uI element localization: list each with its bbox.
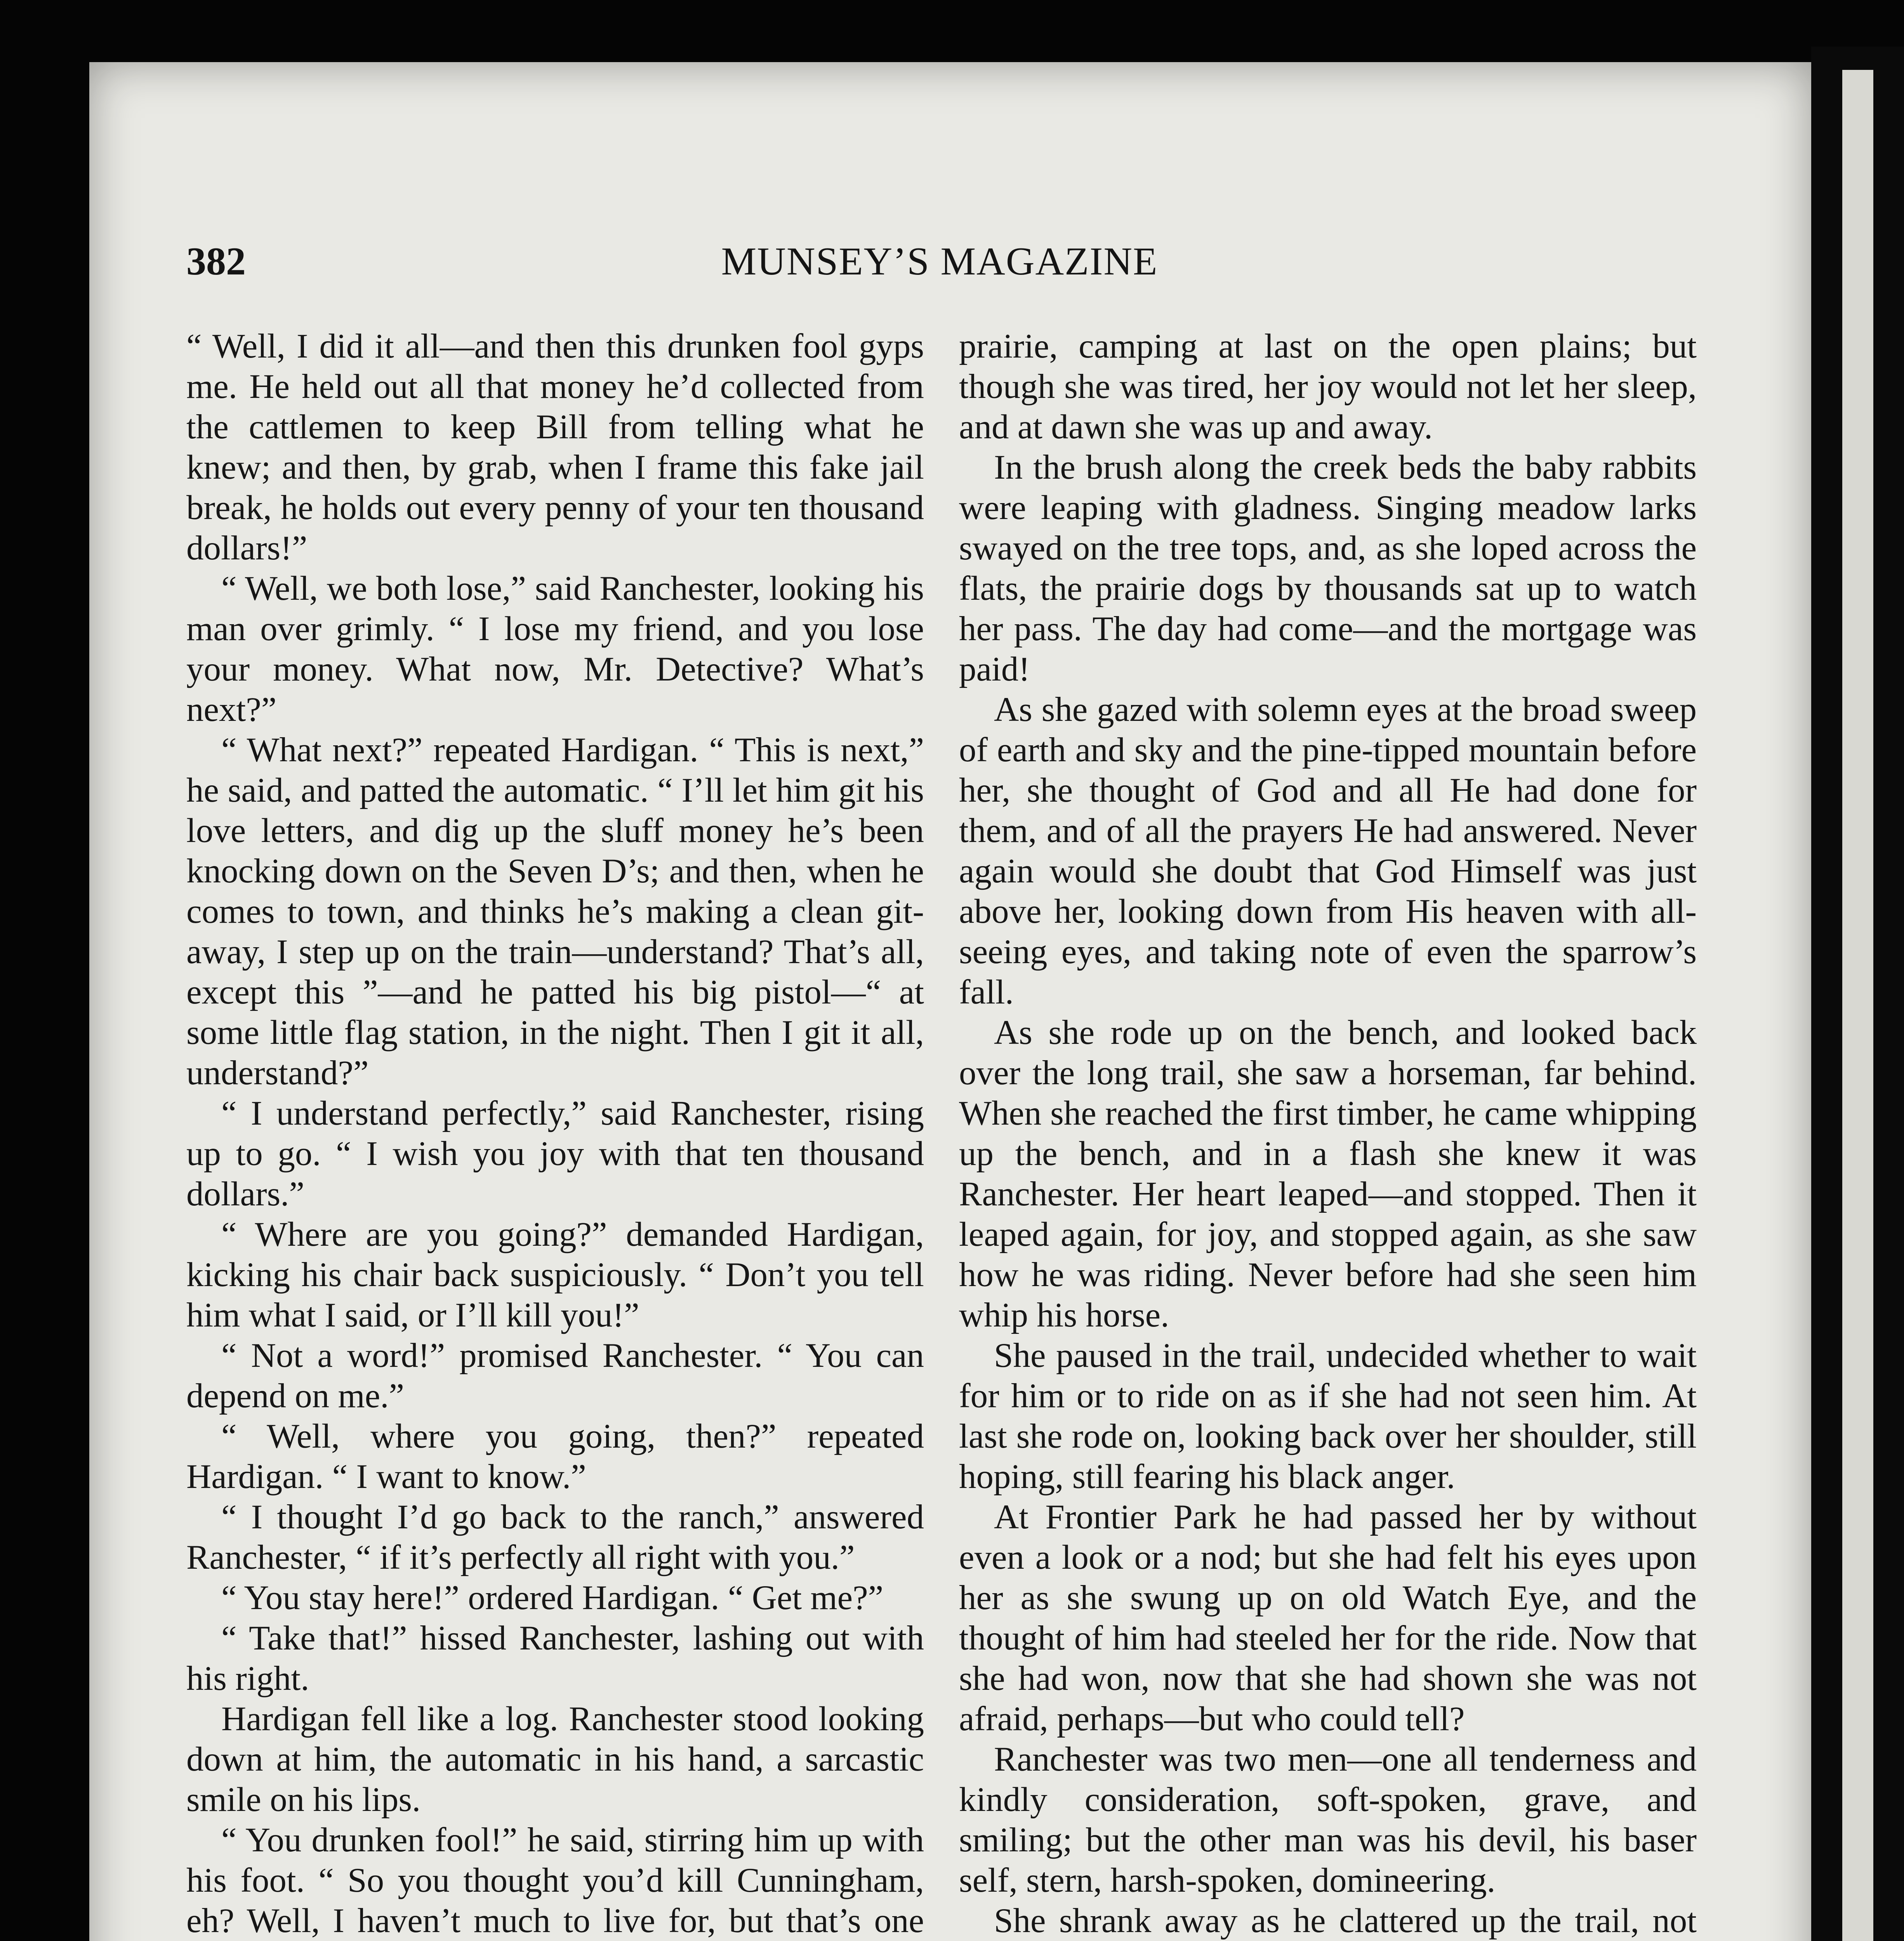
paragraph: “ Well, I did it all—and then this drunken fool gyps me. He held out all that money he’d collected from the cattlemen to keep Bill from telling what he knew; and then, by grab, when I frame this fake jail break, he holds out every penny of your ten thousand dollars!” [186, 327, 924, 567]
paragraph: “ Well, we both lose,” said Ranchester, looking his man over grimly. “ I lose my friend, and you lose your money. What now, Mr. Detective? What’s next?” [186, 569, 924, 729]
paragraph: “ I thought I’d go back to the ranch,” answered Ranchester, “ if it’s perfectly all right with you.” [186, 1498, 924, 1576]
paragraph: In the brush along the creek beds the baby rabbits were leaping with gladness. Singing meadow larks swayed on the tree tops, and, as she loped across the flats, the prairie dogs by thousands sat up to watch her pass. The day had come—and the mortgage was paid! [959, 448, 1697, 688]
paragraph: “ You stay here!” ordered Hardigan. “ Get me?” [221, 1579, 884, 1617]
paragraph: As she gazed with solemn eyes at the broad sweep of earth and sky and the pine-tipped mountain before her, she thought of God and all He had done for them, and of all the prayers He had answered. Never again would she doubt that God Himself was just above her, looking down from His heaven with all-seeing eyes, and taking note of even the sparrow’s fall. [959, 691, 1697, 1011]
left-text-column [186, 326, 924, 1941]
paragraph: At Frontier Park he had passed her by without even a look or a nod; but she had felt his eyes upon her as she swung up on old Watch Eye, and the thought of him had steeled her for the ride. Now that she had won, now that she had shown she was not afraid, perhaps—but who could tell? [959, 1498, 1697, 1738]
paragraph: “ Well, where you going, then?” repeated Hardigan. “ I want to know.” [186, 1417, 924, 1496]
paragraph: As she rode up on the bench, and looked back over the long trail, she saw a horseman, far behind. When she reached the first timber, he came whipping up the bench, and in a flash she knew it was Ranchester. Her heart leaped—and stopped. Then it leaped again, for joy, and stopped again, as she saw how he was riding. Never before had she seen him whip his horse. [959, 1014, 1697, 1334]
paragraph: “ Not a word!” promised Ranchester. “ You can depend on me.” [186, 1337, 924, 1415]
paragraph: She paused in the trail, undecided whether to wait for him or to ride on as if she had not seen him. At last she rode on, looking back over her shoulder, still hoping, still fearing his black anger. [959, 1337, 1697, 1496]
running-head [186, 239, 1693, 285]
magazine-title: MUNSEY’S MAGAZINE [721, 240, 1158, 283]
paragraph: “ I understand perfectly,” said Ranchester, rising up to go. “ I wish you joy with that ten thousand dollars.” [186, 1094, 924, 1213]
paragraph: prairie, camping at last on the open plains; but though she was tired, her joy would not let her sleep, and at dawn she was up and away. [959, 327, 1697, 446]
paragraph: She shrank away as he clattered up the trail, not [994, 1902, 1697, 1940]
paragraph: Hardigan fell like a log. Ranchester stood looking down at him, the automatic in his hand, a sarcastic smile on his lips. [186, 1700, 924, 1819]
page-number: 382 [186, 240, 246, 283]
adjacent-page-edge [1842, 70, 1873, 1941]
paragraph: “ Take that!” hissed Ranchester, lashing out with his right. [186, 1619, 924, 1698]
paragraph: “ What next?” repeated Hardigan. “ This is next,” he said, and patted the automatic. “ I’ll let him git his love letters, and dig up the sluff money he’s been knocking down on the Seven D’s; and then, when he comes to town, and thinks he’s making a clean git-away, I step up on the train—understand? That’s all, except this ”—and he patted his big pistol—“ at some little flag station, in the night. Then I git it all, understand?” [186, 731, 924, 1092]
paragraph: Ranchester was two men—one all tenderness and kindly consideration, soft-spoken, grave, and smiling; but the other man was his devil, his baser self, stern, harsh-spoken, domineering. [959, 1740, 1697, 1899]
paragraph: “ Where are you going?” demanded Hardigan, kicking his chair back suspiciously. “ Don’t you tell him what I said, or I’ll kill you!” [186, 1215, 924, 1334]
right-text-column [959, 326, 1697, 1941]
paragraph: “ You drunken fool!” he said, stirring him up with his foot. “ So you thought you’d kill Cunningham, eh? Well, I haven’t much to live for, but that’s one [186, 1821, 924, 1940]
